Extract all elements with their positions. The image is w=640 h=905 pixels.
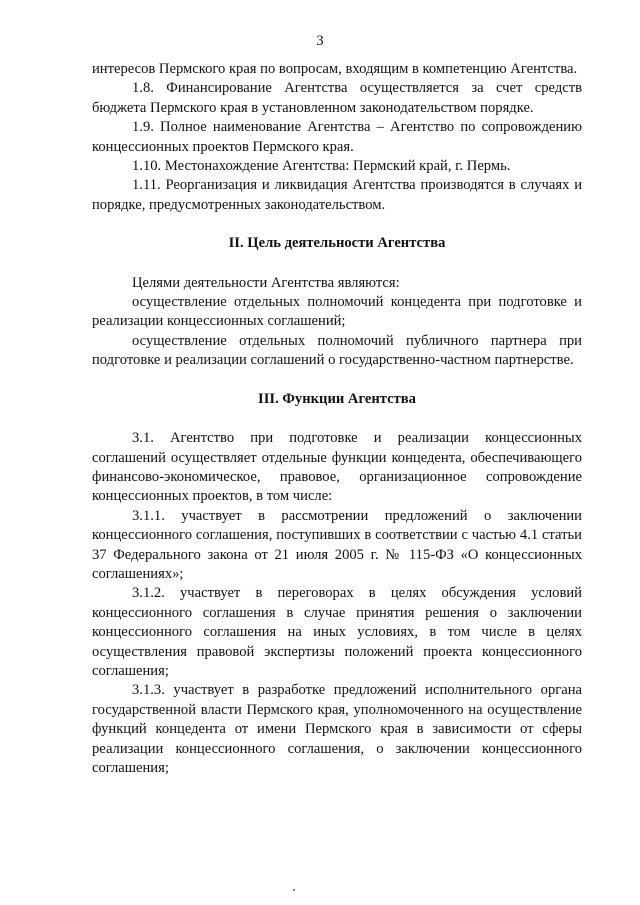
paragraph-1-8: 1.8. Финансирование Агентства осуществляется за счет средств бюджета Пермского края в установленном законодательством порядке.: [92, 80, 582, 116]
paragraph-3-1-2: 3.1.2. участвует в переговорах в целях обсуждения условий концессионного соглашения в случае принятия решения о заключении концессионного соглашения на иных условиях, в том числе в целях осуществления правовой экспертизы положений проекта концессионного соглашения;: [92, 585, 582, 679]
section-3-heading: III. Функции Агентства: [258, 390, 416, 407]
paragraph-continuation: интересов Пермского края по вопросам, входящим в компетенцию Агентства.: [92, 61, 578, 77]
paragraph-3-1-3: 3.1.3. участвует в разработке предложений исполнительного органа государственной власти Пермского края, уполномоченного на осуществление функций концедента от имени Пермского края в зависимости от сферы реализации концессионного соглашения, о заключении концессионного соглашения;: [92, 682, 582, 776]
section-2-heading: II. Цель деятельности Агентства: [228, 235, 446, 252]
paragraph-3-1: 3.1. Агентство при подготовке и реализации концессионных соглашений осуществляет отдельные функции концедента, обеспечивающего финансово-экономическое, правовое, организационное сопровождение концессионных проектов, в том числе:: [92, 430, 582, 505]
section-2-goal-1: осуществление отдельных полномочий концедента при подготовке и реализации концессионных соглашений;: [92, 294, 582, 330]
page-number: 3: [316, 33, 324, 49]
paragraph-1-11: 1.11. Реорганизация и ликвидация Агентства производятся в случаях и порядке, предусмотренных законодательством.: [92, 177, 582, 213]
paragraph-1-10: 1.10. Местонахождение Агентства: Пермский край, г. Пермь.: [132, 158, 511, 175]
scan-speck: [293, 889, 295, 891]
section-2-intro: Целями деятельности Агентства являются:: [132, 274, 400, 291]
section-2-goal-2: осуществление отдельных полномочий публичного партнера при подготовке и реализации соглашений о государственно-частном партнерстве.: [92, 332, 582, 369]
paragraph-3-1-1: 3.1.1. участвует в рассмотрении предложений о заключении концессионного соглашения, поступивших в соответствии с частью 4.1 статьи 37 Федерального закона от 21 июля 2005 г. № 115-ФЗ «О концессионных соглашениях»;: [92, 507, 582, 582]
paragraph-1-9: 1.9. Полное наименование Агентства – Агентство по сопровождению концессионных проектов Пермского края.: [92, 119, 582, 155]
page-content: [92, 60, 582, 778]
